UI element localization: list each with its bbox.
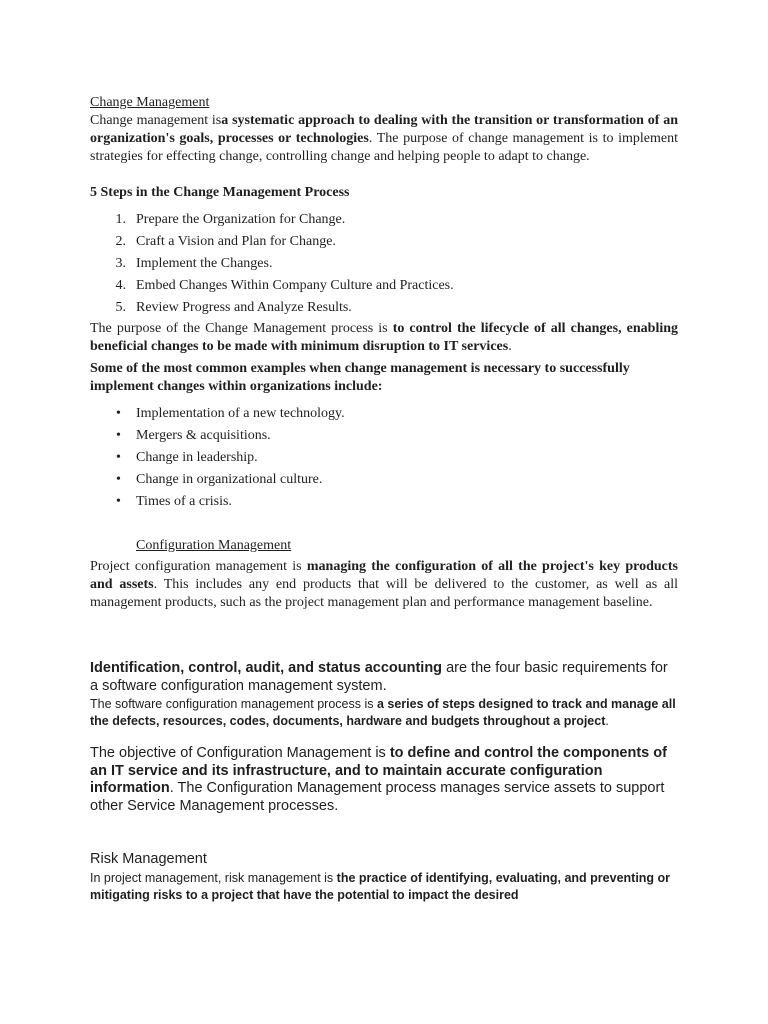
purpose-text-post: . [508,339,512,354]
example-item [90,449,678,471]
configuration-objective [90,745,678,815]
objective-text-post: . The Configuration Management process manages service assets to support other Service Management processes. [90,780,665,814]
config-text-bold: managing the configuration of all the project's key products and assets [90,559,678,592]
configuration-management-heading: Configuration Management [136,538,292,553]
intro-text-pre: Change management is [90,113,222,128]
example-text: Change in organizational culture. [136,472,323,487]
requirements-bold: Identification, control, audit, and status accounting [90,660,443,676]
examples-list [90,405,678,515]
step-number: 2. [115,234,126,249]
examples-heading: Some of the most common examples when change management is necessary to successfully implement changes within organizations include: [90,361,630,394]
steps-list [90,211,678,321]
step-number: 5. [115,300,126,315]
bullet: • [116,428,121,443]
configuration-intro [90,558,678,612]
step-number: 1. [115,212,126,227]
example-text: Implementation of a new technology. [136,406,345,421]
risk-management-text [90,870,678,903]
process-text-post: . [605,713,609,728]
configuration-process [90,696,678,729]
example-item [90,405,678,427]
step-text: Implement the Changes. [136,256,273,271]
purpose-text-pre: The purpose of the Change Management process is [90,321,388,336]
steps-heading: 5 Steps in the Change Management Process [90,185,350,200]
step-item [90,255,678,277]
risk-text-bold: the practice of identifying, evaluating, and preventing or mitigating risks to a project that have the potential to impact the desired [90,871,671,902]
configuration-requirements [90,660,678,695]
step-text: Embed Changes Within Company Culture and Practices. [136,278,454,293]
step-number: 3. [115,256,126,271]
step-item [90,233,678,255]
bullet: • [116,494,121,509]
process-text-pre: The software configuration management process is [90,697,377,711]
purpose-text-bold: to control the lifecycle of all changes, enabling beneficial changes to be made with minimum disruption to IT services [90,321,679,354]
step-number: 4. [115,278,126,293]
step-text: Review Progress and Analyze Results. [136,300,352,315]
example-text: Change in leadership. [136,450,258,465]
step-text: Craft a Vision and Plan for Change. [136,234,336,249]
step-item [90,299,678,321]
objective-text-pre: The objective of Configuration Management is [90,745,390,761]
example-item [90,493,678,515]
example-item [90,471,678,493]
bullet: • [116,406,121,421]
risk-management-heading: Risk Management [90,851,207,867]
process-text-bold: a series of steps designed to track and manage all the defects, resources, codes, documents, hardware and budgets throughout a project [90,697,676,728]
config-text-pre: Project configuration management is [90,559,302,574]
change-management-intro [90,112,678,166]
risk-text-pre: In project management, risk management is [90,871,337,885]
example-item [90,427,678,449]
change-management-heading: Change Management [90,95,210,110]
intro-text-bold: a systematic approach to dealing with the transition or transformation of an organization's goals, processes or technologies [90,113,678,146]
config-text-post: . This includes any end products that will be delivered to the customer, as well as all management products, such as the project management plan and performance management baseline. [90,577,678,610]
intro-text-post: . The purpose of change management is to implement strategies for effecting change, controlling change and helping people to adapt to change. [90,131,678,164]
change-purpose [90,320,678,356]
requirements-text: are the four basic requirements for a software configuration management system. [90,660,668,694]
step-item [90,211,678,233]
example-text: Mergers & acquisitions. [136,428,271,443]
step-text: Prepare the Organization for Change. [136,212,346,227]
step-item [90,277,678,299]
bullet: • [116,472,121,487]
objective-text-bold: to define and control the components of an IT service and its infrastructure, and to maintain accurate configuration information [90,745,667,796]
example-text: Times of a crisis. [136,494,232,509]
bullet: • [116,450,121,465]
